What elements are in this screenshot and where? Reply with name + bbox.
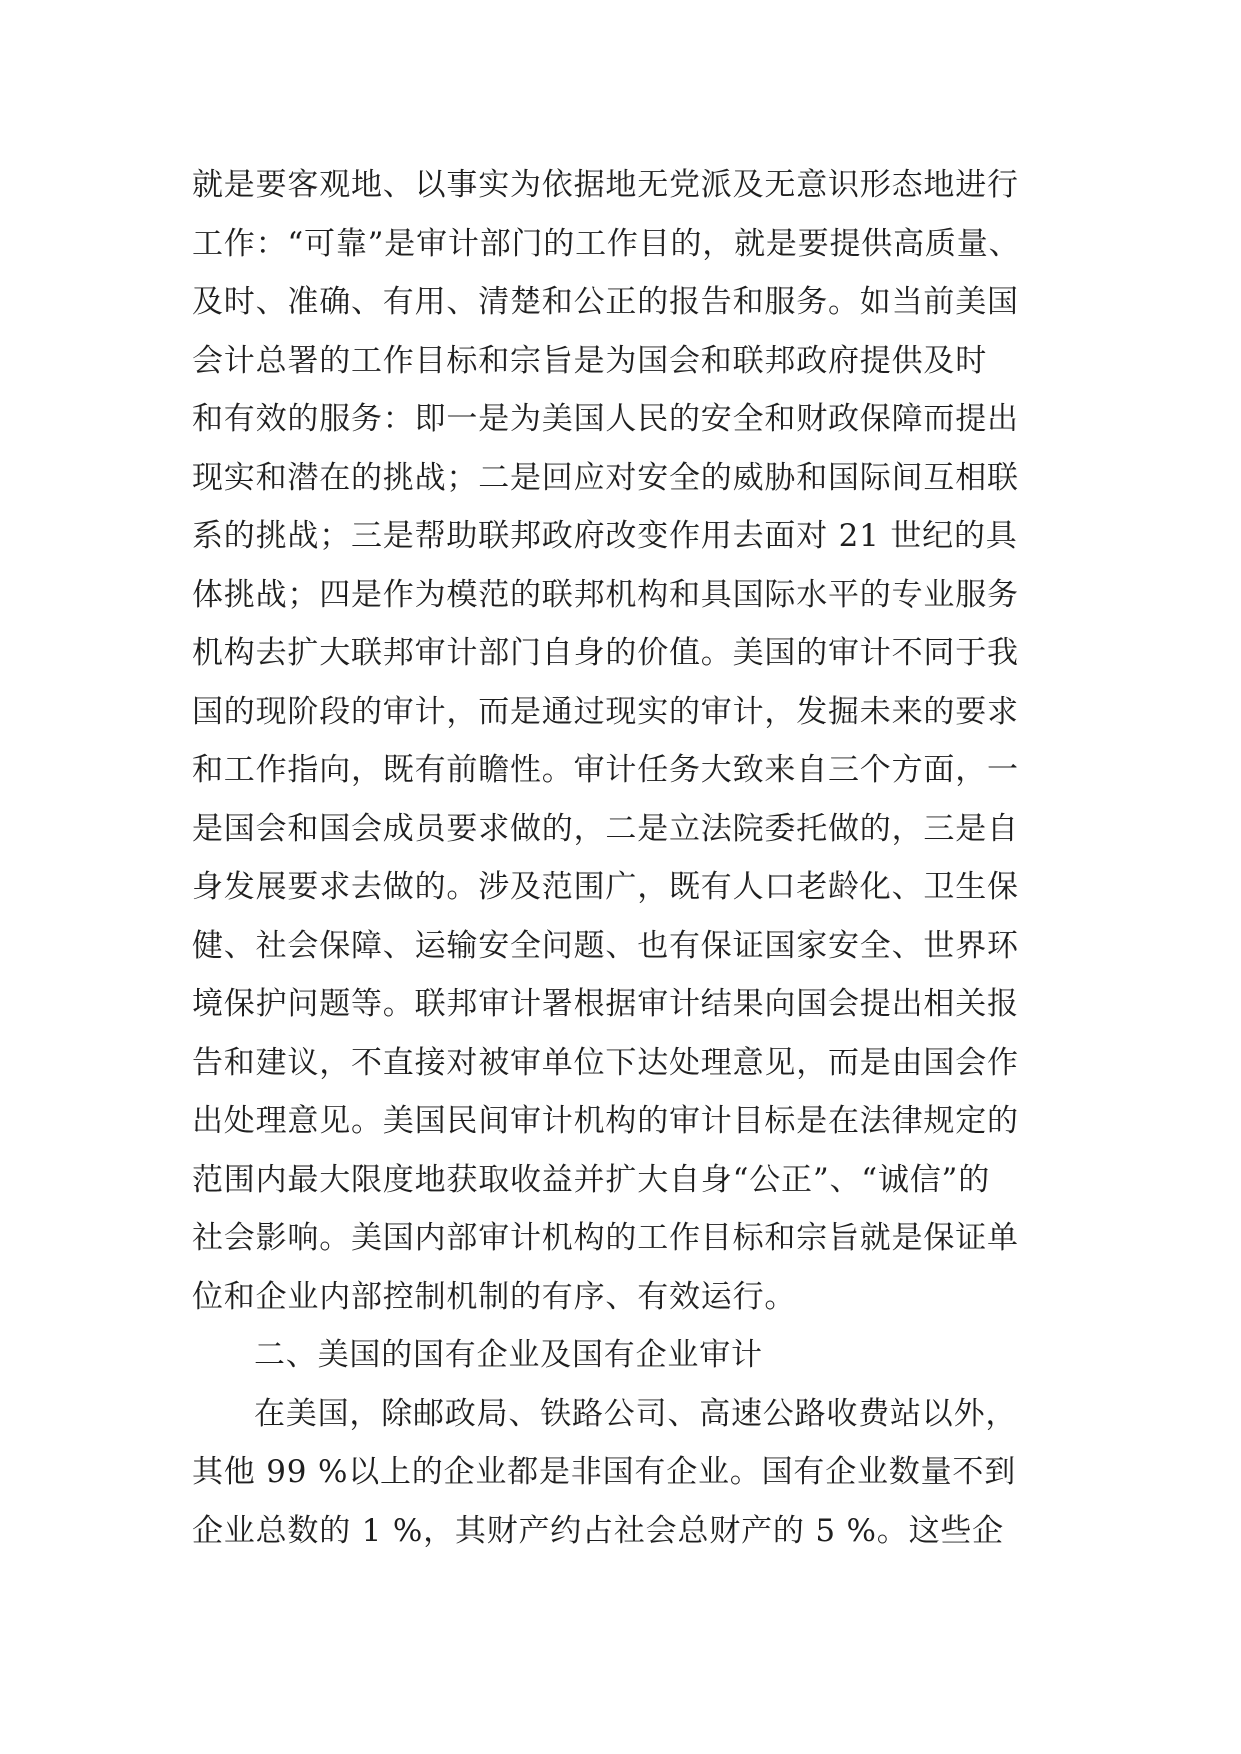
paragraph-line: 企业总数的 1 %，其财产约占社会总财产的 5 %。这些企	[192, 1512, 1004, 1549]
paragraph-line: 就是要客观地、以事实为依据地无党派及无意识形态地进行	[192, 167, 1019, 203]
paragraph-line: 及时、准确、有用、清楚和公正的报告和服务。如当前美国	[192, 284, 1019, 320]
paragraph-line: 体挑战；四是作为模范的联邦机构和具国际水平的专业服务	[192, 576, 1019, 613]
paragraph-line: 社会影响。美国内部审计机构的工作目标和宗旨就是保证单	[192, 1220, 1019, 1256]
paragraph-line: 系的挑战；三是帮助联邦政府改变作用去面对 21 世纪的具	[192, 518, 1018, 554]
paragraph-line: 告和建议，不直接对被审单位下达处理意见，而是由国会作	[192, 1044, 1019, 1081]
paragraph-line: 位和企业内部控制机制的有序、有效运行。	[192, 1278, 797, 1315]
paragraph-line: 是国会和国会成员要求做的，二是立法院委托做的，三是自	[192, 810, 1019, 847]
paragraph-line: 国的现阶段的审计，而是通过现实的审计，发掘未来的要求	[192, 693, 1019, 730]
paragraph-line: 机构去扩大联邦审计部门自身的价值。美国的审计不同于我	[192, 635, 1019, 671]
paragraph-line: 身发展要求去做的。涉及范围广，既有人口老龄化、卫生保	[192, 869, 1019, 905]
paragraph-line: 和工作指向，既有前瞻性。审计任务大致来自三个方面，一	[192, 752, 1019, 788]
paragraph-line: 会计总署的工作目标和宗旨是为国会和联邦政府提供及时	[192, 342, 987, 379]
paragraph-line: 现实和潜在的挑战；二是回应对安全的威胁和国际间互相联	[192, 459, 1019, 496]
paragraph-line: 健、社会保障、运输安全问题、也有保证国家安全、世界环	[192, 927, 1019, 964]
section-heading: 二、美国的国有企业及国有企业审计	[254, 1337, 763, 1373]
paragraph-line: 和有效的服务：即一是为美国人民的安全和财政保障而提出	[192, 401, 1019, 437]
paragraph-line: 范围内最大限度地获取收益并扩大自身“公正”、“诚信”的	[192, 1161, 990, 1198]
body-text	[192, 156, 1092, 1560]
paragraph-line: 出处理意见。美国民间审计机构的审计目标是在法律规定的	[192, 1103, 1019, 1139]
paragraph-line: 境保护问题等。联邦审计署根据审计结果向国会提出相关报	[192, 986, 1019, 1022]
paragraph-line: 工作：“可靠”是审计部门的工作目的，就是要提供高质量、	[192, 225, 1021, 262]
paragraph-line: 在美国，除邮政局、铁路公司、高速公路收费站以外，	[254, 1395, 1018, 1432]
paragraph-line: 其他 99 %以上的企业都是非国有企业。国有企业数量不到	[192, 1454, 1017, 1490]
